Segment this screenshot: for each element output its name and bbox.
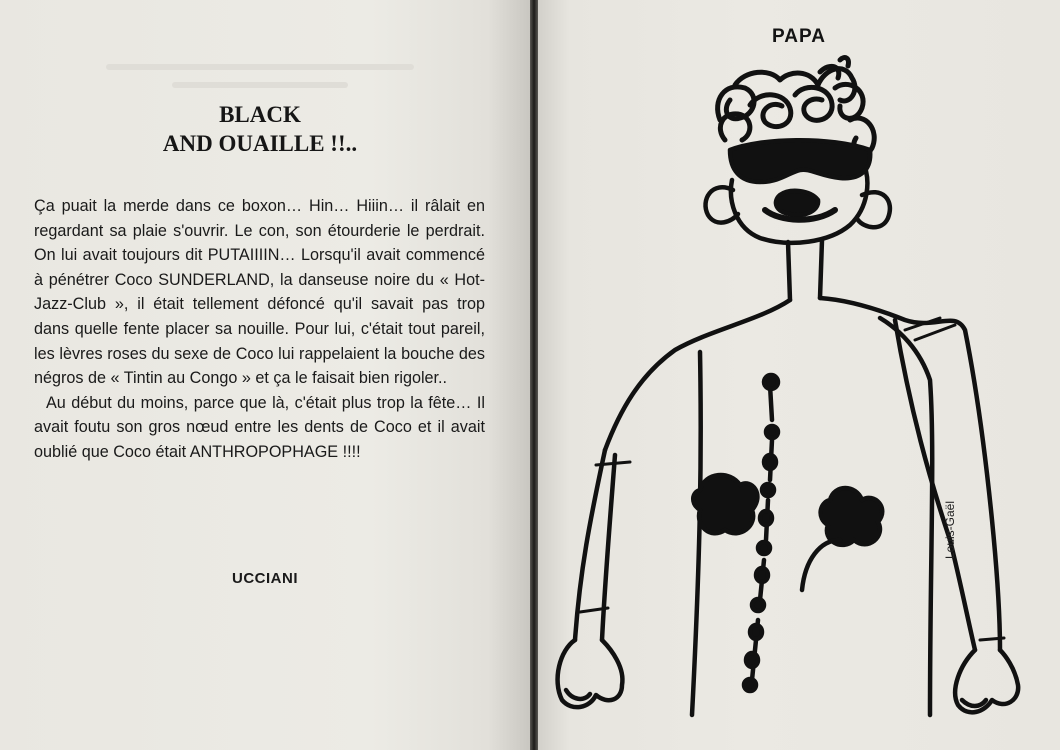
story-title: [80, 100, 440, 158]
flower-blobs: [693, 475, 882, 590]
signature-text: Louis-Gaël: [943, 500, 957, 560]
artist-signature: [930, 470, 970, 590]
neck: [788, 240, 822, 300]
drawing-title: PAPA: [772, 26, 826, 47]
story-title-line-1: BLACK: [219, 102, 301, 127]
child-drawing: [538, 0, 1060, 750]
story-paragraph-1: Ça puait la merde dans ce boxon… Hin… Hiiin… il râlait en regardant sa plaie s'ouvrir. Le con, son étourderie le perdrait. On lui avait toujours dit PUTAIIIIN… Lorsqu'il avait commencé à pénétrer Coco SUNDERLAND, la danseuse noire du « Hot-Jazz-Club », il était tellement défoncé qu'il savait pas trop dans quelle fente placer sa nouille. Pour lui, c'était tout pareil, les lèvres roses du sexe de Coco lui rappelaient la bouche des négros de « Tintin au Congo » et ça le faisait bien rigoler..: [34, 197, 485, 388]
bleed-through-text: [40, 52, 480, 100]
face: [706, 140, 890, 243]
story-paragraph-2: Au début du moins, parce que là, c'était plus trop la fête… Il avait foutu son gros nœud entre les dents de Coco et il avait oublié que Coco était ANTHROPOPHAGE !!!!: [34, 393, 485, 461]
book-spine: [530, 0, 538, 750]
story-body: [34, 194, 485, 465]
shirt-buttons: [744, 375, 778, 691]
hands: [558, 640, 1019, 712]
author-name: UCCIANI: [232, 570, 298, 587]
story-title-line-2: AND OUAILLE !!..: [162, 131, 358, 156]
